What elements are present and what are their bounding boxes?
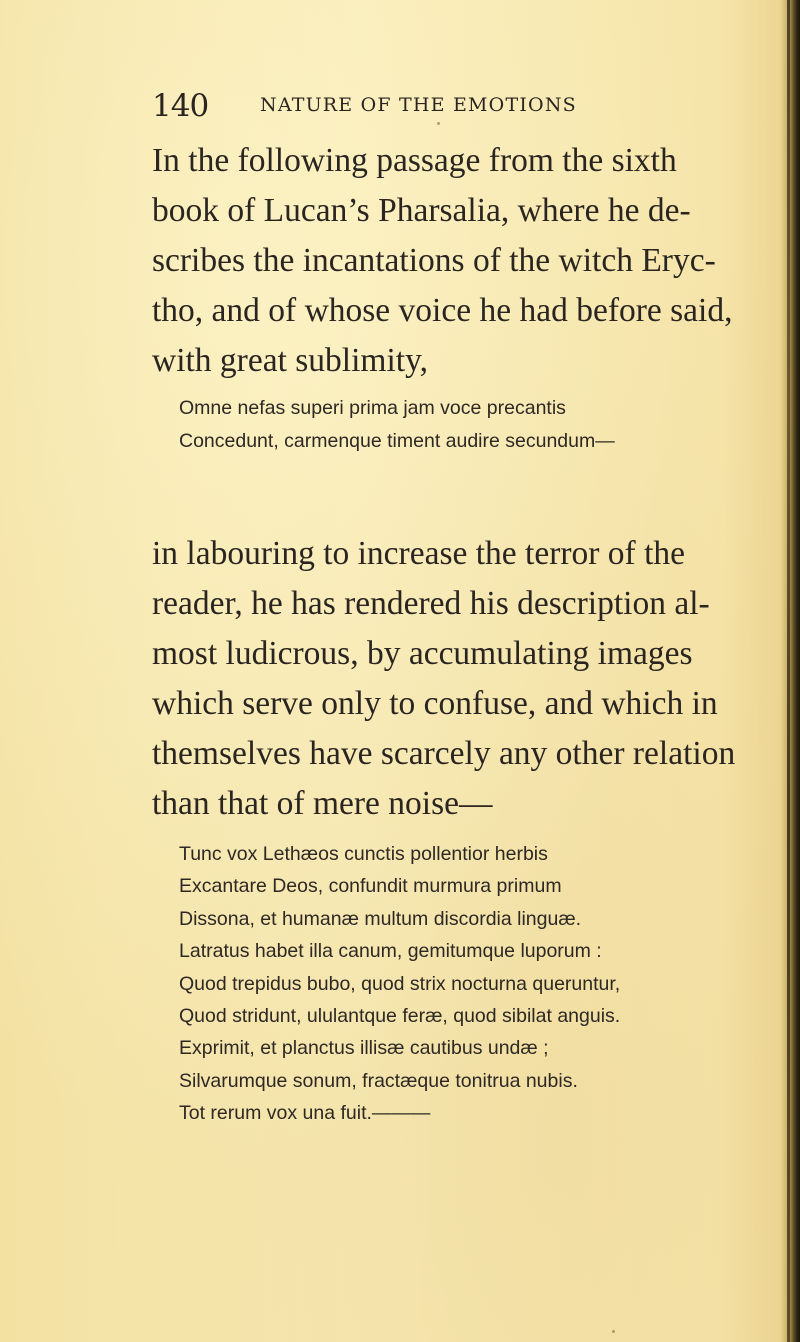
- verse-line: Silvarumque sonum, fractæque tonitrua nubis.: [179, 1069, 578, 1092]
- latin-quotation-2: [179, 838, 620, 1130]
- text-line: book of Lucan’s Pharsalia, where he de-: [152, 192, 691, 229]
- text-line: in labouring to increase the terror of the: [152, 535, 686, 572]
- page-binding-edge: [780, 0, 800, 1342]
- text-line: most ludicrous, by accumulating images: [152, 635, 693, 672]
- page-header: [152, 88, 622, 128]
- text-line: scribes the incantations of the witch Eryc-: [152, 242, 716, 279]
- verse-line: Excantare Deos, confundit murmura primum: [179, 875, 562, 898]
- verse-line: Quod stridunt, ululantque feræ, quod sibilat anguis.: [179, 1005, 621, 1028]
- latin-quotation-1: [179, 392, 615, 458]
- verse-line: Tot rerum vox una fuit.———: [179, 1102, 431, 1125]
- verse-line: Omne nefas superi prima jam voce precantis: [179, 397, 566, 419]
- text-line: reader, he has rendered his description al-: [152, 585, 710, 622]
- verse-line: Exprimit, et planctus illisæ cautibus undæ ;: [179, 1037, 549, 1060]
- verse-line: Tunc vox Lethæos cunctis pollentior herbis: [179, 843, 548, 865]
- paragraph-intro: [152, 136, 733, 386]
- text-line: themselves have scarcely any other relation: [152, 735, 736, 772]
- text-line: than that of mere noise—: [152, 785, 493, 822]
- verse-line: Dissona, et humanæ multum discordia linguæ.: [179, 907, 582, 930]
- running-head: NATURE OF THE EMOTIONS: [260, 94, 577, 116]
- text-line: with great sublimity,: [152, 342, 429, 379]
- page-binding-shadow: [787, 0, 790, 1342]
- paper-speck: [612, 1330, 615, 1333]
- verse-line: Concedunt, carmenque timent audire secundum—: [179, 430, 615, 452]
- page-number: 140: [152, 88, 209, 124]
- verse-line: Latratus habet illa canum, gemitumque luporum :: [179, 940, 602, 963]
- text-line: In the following passage from the sixth: [152, 142, 677, 179]
- verse-line: Quod trepidus bubo, quod strix nocturna queruntur,: [179, 972, 621, 995]
- text-line: which serve only to confuse, and which in: [152, 685, 718, 722]
- paragraph-commentary: [152, 529, 736, 829]
- paper-speck: [437, 122, 440, 125]
- text-line: tho, and of whose voice he had before said,: [152, 292, 733, 329]
